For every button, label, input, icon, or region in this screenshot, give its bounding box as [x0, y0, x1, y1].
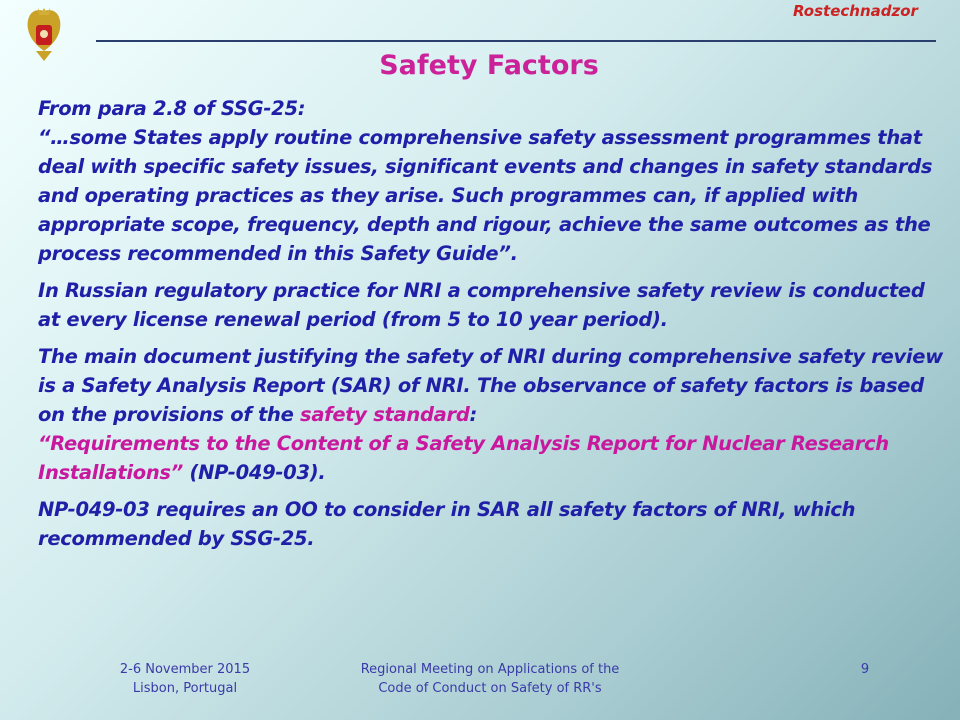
footer-place: Lisbon, Portugal: [132, 681, 238, 696]
brand-name: Rostechnadzor: [793, 2, 918, 20]
safety-standard-term: safety standard: [300, 403, 470, 426]
footer-date: 2-6 November 2015: [119, 662, 251, 677]
ssg25-quote: “…some States apply routine comprehensive safety assessment programmes that deal with specific safety issues, significant events and changes in safety standards and operating practices as they arise. Such programmes can, if applied with appropriate scope, frequency, depth and rigour, achieve the same outcomes as the process recommended in this Safety Guide”.: [38, 126, 933, 265]
slide-content: [38, 94, 943, 561]
slide-title: Safety Factors: [379, 50, 599, 81]
footer-event: [330, 660, 650, 698]
footer-date-place: [95, 660, 275, 698]
paragraph-russian-practice: In Russian regulatory practice for NRI a comprehensive safety review is conducted at every license renewal period (from 5 to 10 year period).: [38, 279, 925, 331]
page-number: 9: [860, 662, 870, 677]
standard-code: (NP-049-03).: [183, 461, 326, 484]
header-rule: [96, 40, 936, 42]
paragraph-sar: The main document justifying the safety of NRI during comprehensive safety review is a Safety Analysis Report (SAR) of NRI. The observance of safety factors is based on the provisions of the safety standard: “Requirements to the Content of a Safety Analysis Report for Nuclear Research Installations” (NP-049-03).: [38, 345, 943, 484]
quote-source: From para 2.8 of SSG-25:: [38, 97, 306, 120]
paragraph-np049: NP-049-03 requires an OO to consider in SAR all safety factors of NRI, which recommended by SSG-25.: [38, 498, 856, 550]
footer-event-line1: Regional Meeting on Applications of the: [360, 662, 620, 677]
paragraph-ssg25-quote: [38, 94, 943, 268]
standard-title: “Requirements to the Content of a Safety Analysis Report for Nuclear Research Installations”: [38, 432, 889, 484]
footer-event-line2: Code of Conduct on Safety of RR's: [378, 681, 602, 696]
